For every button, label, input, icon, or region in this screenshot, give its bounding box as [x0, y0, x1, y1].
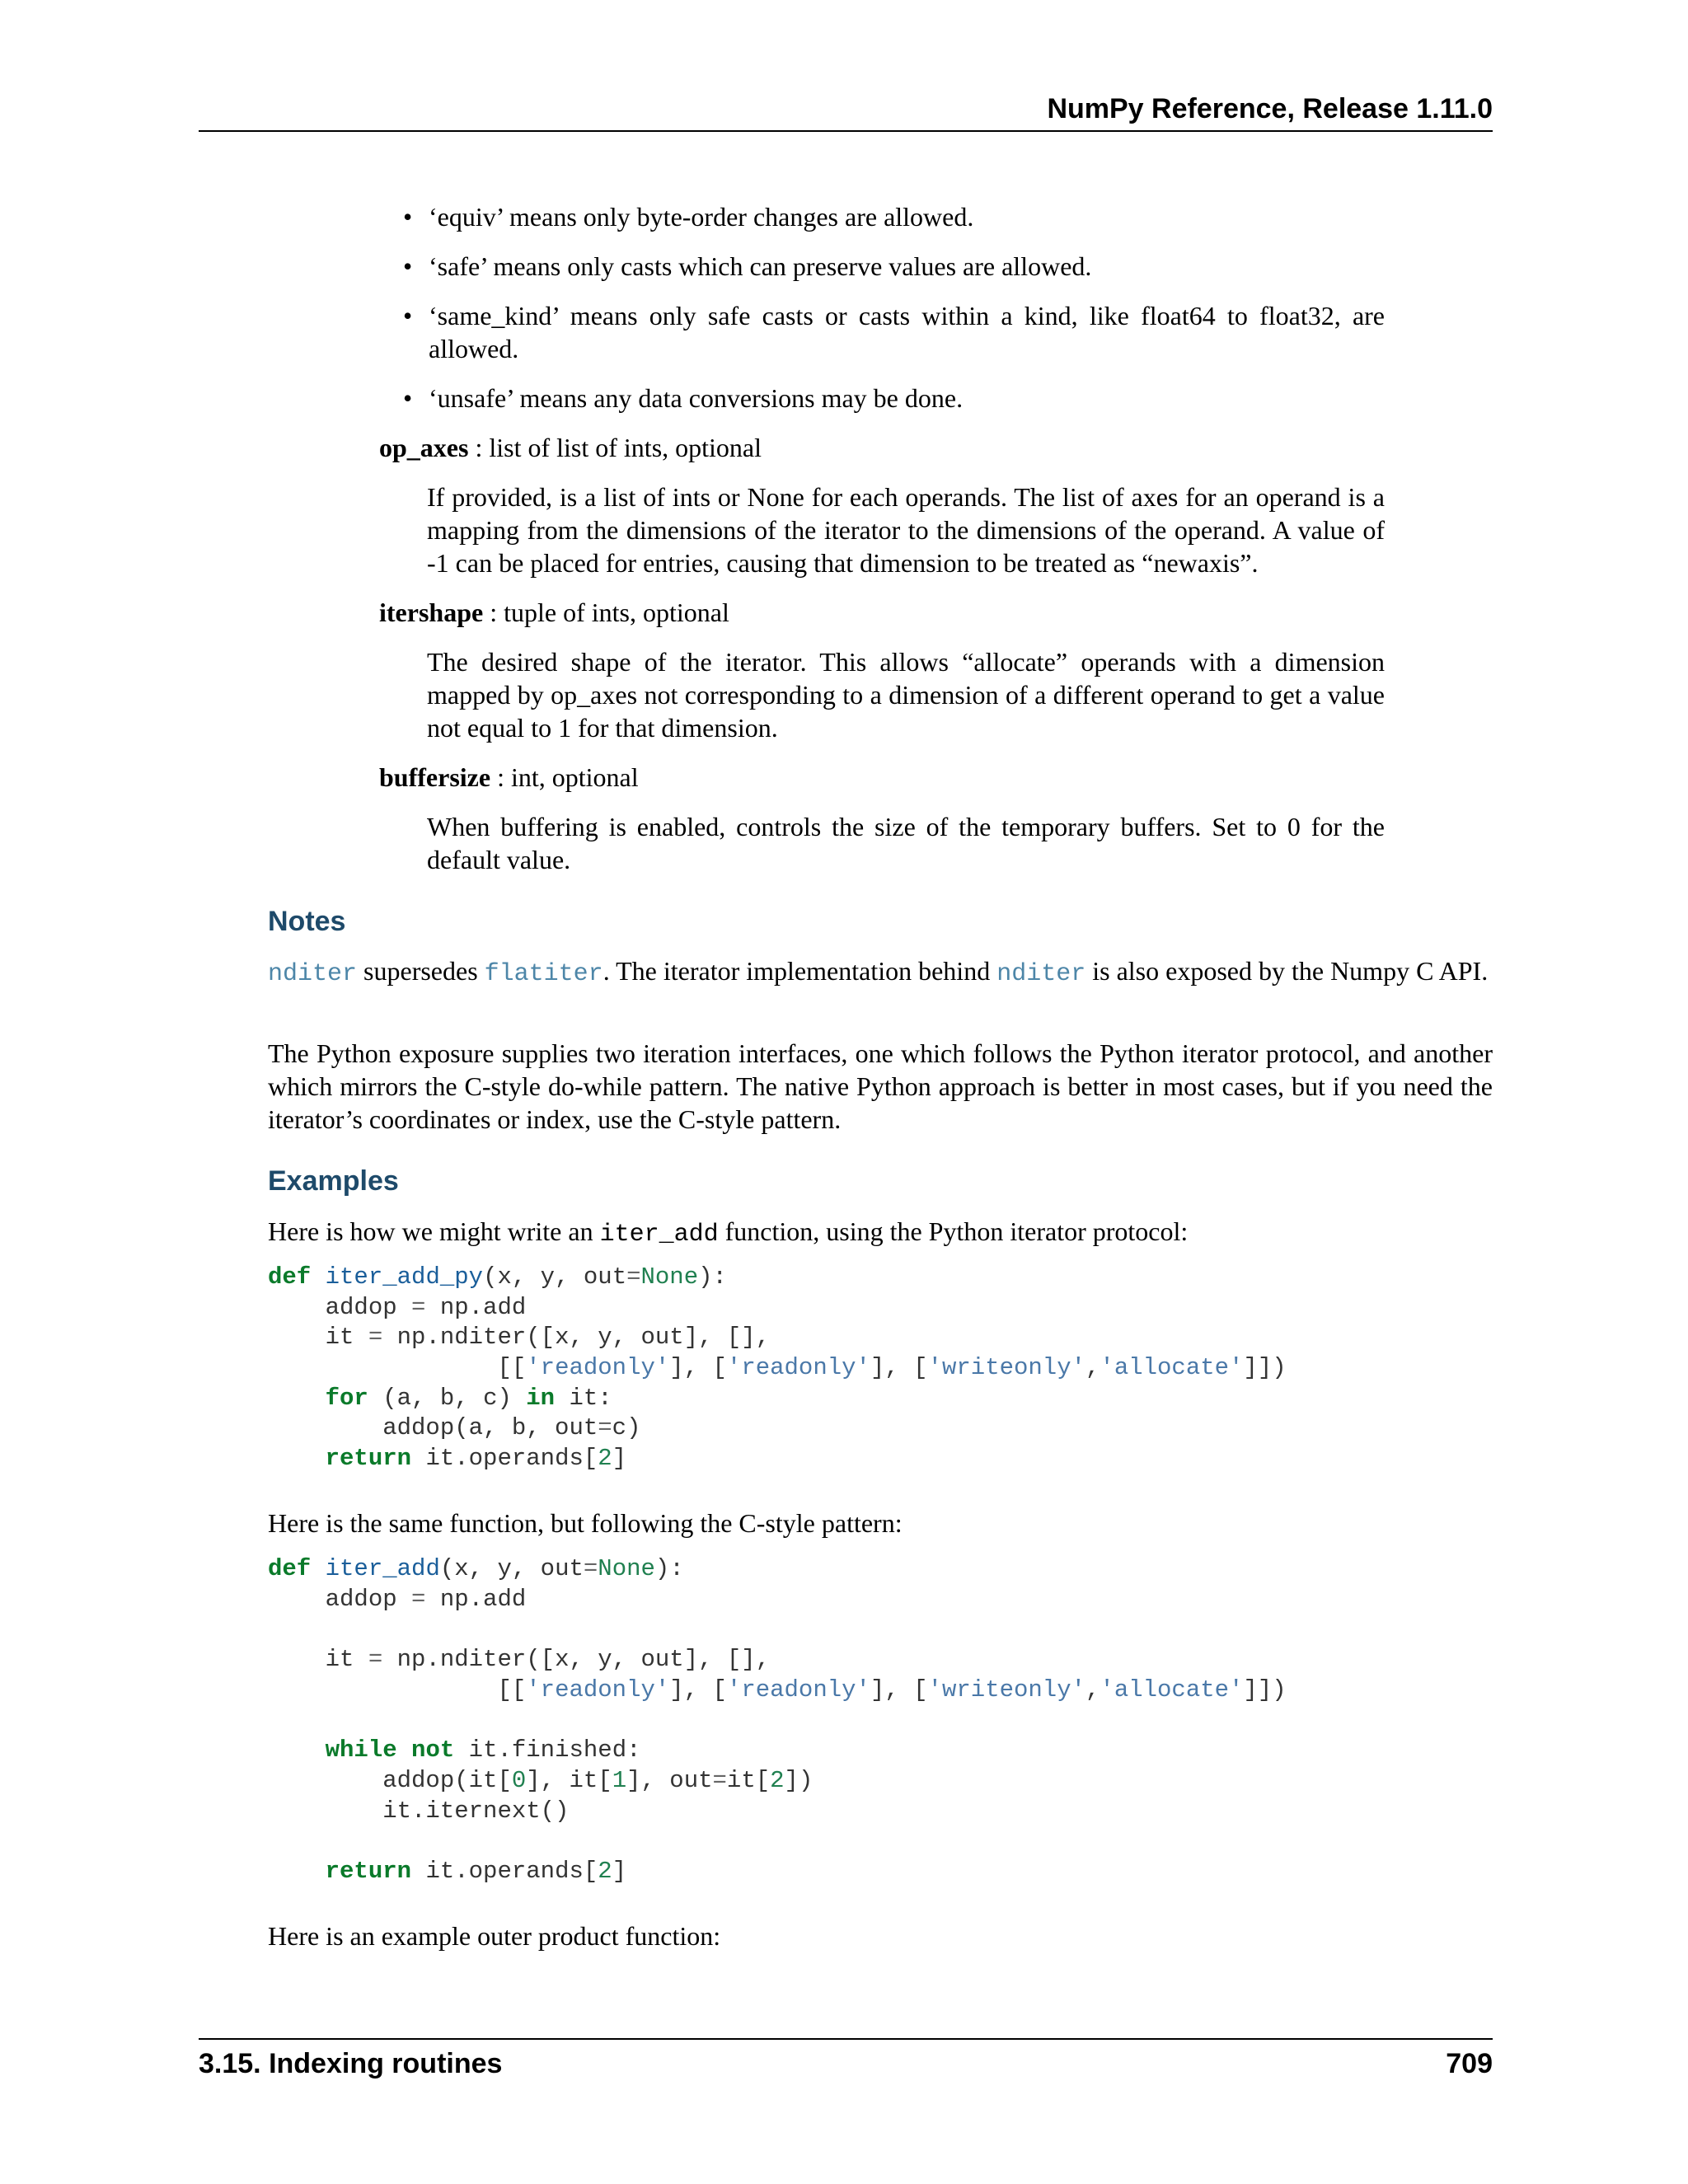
- list-item-text: ‘equiv’ means only byte-order changes are allowed.: [429, 202, 974, 232]
- code-token: 'readonly': [726, 1675, 870, 1704]
- code-token: 0: [511, 1766, 527, 1794]
- code-line: [268, 1263, 1287, 1293]
- examples-heading: Examples: [268, 1165, 399, 1197]
- param-type: : int, optional: [490, 762, 639, 792]
- text: . The iterator implementation behind: [603, 956, 997, 986]
- param-op-axes: [379, 431, 762, 464]
- code-token: 'allocate': [1100, 1354, 1244, 1382]
- running-header: NumPy Reference, Release 1.11.0: [1047, 93, 1493, 124]
- text: function, using the Python iterator protocol:: [718, 1216, 1189, 1246]
- code-token: 2: [770, 1766, 785, 1794]
- code-line: [268, 1675, 1287, 1706]
- header-rule: [199, 130, 1493, 132]
- code-token: [268, 1385, 326, 1412]
- code-token: [397, 1736, 411, 1764]
- param-name: buffersize: [379, 762, 491, 792]
- list-item-text: ‘unsafe’ means any data conversions may be done.: [429, 383, 964, 413]
- list-item-text: ‘safe’ means only casts which can preserve values are allowed.: [429, 251, 1092, 281]
- code-token: =: [712, 1766, 727, 1794]
- inline-code: iter_add: [599, 1221, 719, 1249]
- code-token: 'writeonly': [927, 1354, 1086, 1382]
- flatiter-link[interactable]: flatiter: [484, 960, 603, 988]
- notes-paragraph-2: The Python exposure supplies two iteration interfaces, one which follows the Python iterator protocol, and another which mirrors the C-style do-while pattern. The native Python approach is better in most cases, but if you need the iterator’s coordinates or index, use the C-style pattern.: [268, 1038, 1493, 1134]
- code-token: 'readonly': [526, 1354, 670, 1382]
- code-token: (x, y, out: [439, 1555, 584, 1582]
- param-name: op_axes: [379, 433, 469, 462]
- text: Here is how we might write an: [268, 1216, 600, 1246]
- param-buffersize: [379, 761, 639, 794]
- code-line: [268, 1413, 1287, 1444]
- code-token: not: [411, 1736, 455, 1765]
- code-token: ], [: [870, 1675, 928, 1704]
- param-op-axes-desc: If provided, is a list of ints or None for each operands. The list of axes for an operand is a mapping from the dimensions of the iterator to the dimensions of the operand. A value of -1 can be placed for entries, causing that dimension to be treated as “newaxis”.: [427, 482, 1385, 578]
- code-line: [268, 1585, 1287, 1615]
- code-token: np.nditer([x, y, out], [],: [382, 1324, 771, 1352]
- notes-heading: Notes: [268, 906, 346, 937]
- code-token: ]: [612, 1857, 627, 1885]
- code-token: 2: [598, 1445, 612, 1473]
- code-line: [268, 1766, 1287, 1797]
- code-token: return: [325, 1445, 412, 1473]
- param-name: itershape: [379, 598, 484, 627]
- code-line: [268, 1736, 1287, 1766]
- code-token: ,: [1085, 1354, 1100, 1382]
- code-token: ]): [784, 1766, 814, 1794]
- code-token: addop(it[: [268, 1766, 512, 1794]
- code-line: [268, 1797, 1287, 1827]
- notes-paragraph-1: [268, 954, 1493, 991]
- code-line: [268, 1554, 1287, 1585]
- bullet-icon: •: [403, 383, 413, 413]
- code-token: 'readonly': [526, 1675, 670, 1704]
- code-token: return: [325, 1857, 412, 1885]
- code-token: [268, 1445, 326, 1472]
- code-token: ]: [612, 1445, 627, 1473]
- code-token: np.add: [425, 1585, 527, 1613]
- code-token: (a, b, c): [368, 1384, 527, 1412]
- code-line: [268, 1826, 1287, 1857]
- code-token: 'readonly': [726, 1354, 870, 1382]
- code-line: [268, 1444, 1287, 1474]
- code-line: [268, 1293, 1287, 1324]
- examples-intro-1: [268, 1215, 1493, 1251]
- code-token: def: [268, 1263, 312, 1291]
- bullet-icon: •: [403, 251, 413, 281]
- code-token: ], [: [870, 1354, 928, 1382]
- code-token: it: [268, 1324, 368, 1352]
- list-item: [403, 382, 1385, 415]
- code-token: addop: [268, 1293, 412, 1321]
- code-token: c): [612, 1414, 641, 1442]
- text: is also exposed by the Numpy C API.: [1085, 956, 1489, 986]
- code-token: it: [268, 1646, 368, 1674]
- code-token: None: [640, 1263, 699, 1291]
- code-token: [311, 1263, 325, 1291]
- code-token: =: [368, 1324, 383, 1352]
- code-token: None: [598, 1555, 655, 1582]
- code-block-iter-add: [268, 1554, 1287, 1887]
- code-line: [268, 1323, 1287, 1353]
- footer-section-title: 3.15. Indexing routines: [199, 2048, 503, 2079]
- code-token: =: [583, 1555, 598, 1582]
- code-line: [268, 1353, 1287, 1384]
- code-token: [268, 1858, 326, 1885]
- code-token: =: [411, 1585, 426, 1613]
- code-token: ], out: [626, 1766, 713, 1794]
- code-token: ]]): [1243, 1675, 1287, 1704]
- code-token: 'allocate': [1100, 1675, 1244, 1704]
- casting-options-list: [403, 200, 1385, 431]
- code-line: [268, 1384, 1287, 1414]
- code-line: [268, 1857, 1287, 1887]
- code-token: ], it[: [526, 1766, 612, 1794]
- bullet-icon: •: [403, 301, 413, 330]
- param-buffersize-desc: When buffering is enabled, controls the size of the temporary buffers. Set to 0 for the default value.: [427, 812, 1385, 874]
- code-token: ], [: [669, 1675, 727, 1704]
- nditer-link[interactable]: nditer: [996, 960, 1086, 988]
- code-token: [311, 1555, 325, 1582]
- code-token: in: [526, 1384, 556, 1412]
- list-item: [403, 250, 1385, 283]
- code-token: =: [626, 1263, 641, 1291]
- code-token: [[: [268, 1354, 527, 1382]
- code-token: addop: [268, 1585, 412, 1613]
- code-token: while: [325, 1736, 397, 1765]
- code-token: =: [368, 1646, 383, 1674]
- code-token: (x, y, out: [483, 1263, 627, 1291]
- list-item-text-cont: allowed.: [429, 334, 519, 363]
- code-token: [[: [268, 1675, 527, 1704]
- code-token: for: [325, 1384, 368, 1412]
- code-line: [268, 1705, 1287, 1736]
- code-token: =: [598, 1414, 612, 1442]
- code-token: addop(a, b, out: [268, 1414, 598, 1442]
- code-token: np.nditer([x, y, out], [],: [382, 1646, 771, 1674]
- code-token: ]]): [1243, 1354, 1287, 1382]
- examples-intro-3: Here is an example outer product function:: [268, 1921, 721, 1951]
- code-token: iter_add_py: [325, 1263, 484, 1291]
- footer-rule: [199, 2038, 1493, 2040]
- code-token: 'writeonly': [927, 1675, 1086, 1704]
- examples-intro-2: Here is the same function, but following the C-style pattern:: [268, 1508, 903, 1538]
- code-block-iter-add-py: [268, 1263, 1287, 1474]
- param-itershape: [379, 596, 729, 629]
- code-token: =: [411, 1293, 426, 1321]
- code-token: ):: [654, 1555, 684, 1582]
- list-item: [403, 200, 1385, 233]
- code-token: it.operands[: [411, 1445, 598, 1473]
- text: supersedes: [357, 956, 485, 986]
- param-type: : list of list of ints, optional: [468, 433, 762, 462]
- param-type: : tuple of ints, optional: [483, 598, 729, 627]
- param-itershape-desc: The desired shape of the iterator. This allows “allocate” operands with a dimension mapped by op_axes not corresponding to a dimension of a different operand to get a value not equal to 1 for that dimension.: [427, 647, 1385, 743]
- code-token: [268, 1736, 326, 1764]
- nditer-link[interactable]: nditer: [268, 960, 358, 988]
- code-token: it.operands[: [411, 1857, 598, 1885]
- code-token: 2: [598, 1857, 612, 1885]
- code-token: ], [: [669, 1354, 727, 1382]
- list-item-text: ‘same_kind’ means only safe casts or casts within a kind, like float64 to float32, are: [429, 301, 1385, 330]
- list-item: [403, 299, 1385, 365]
- code-token: 1: [612, 1766, 627, 1794]
- code-token: it[: [726, 1766, 771, 1794]
- bullet-icon: •: [403, 202, 413, 232]
- code-token: def: [268, 1555, 312, 1582]
- code-token: it.iternext(): [268, 1797, 570, 1825]
- code-token: ):: [698, 1263, 727, 1291]
- code-token: iter_add: [325, 1555, 440, 1582]
- code-token: it:: [555, 1384, 612, 1412]
- code-token: ,: [1085, 1675, 1100, 1704]
- code-line: [268, 1615, 1287, 1645]
- code-token: np.add: [425, 1293, 527, 1321]
- page-number: 709: [1446, 2048, 1493, 2079]
- code-line: [268, 1645, 1287, 1675]
- code-token: it.finished:: [454, 1736, 641, 1765]
